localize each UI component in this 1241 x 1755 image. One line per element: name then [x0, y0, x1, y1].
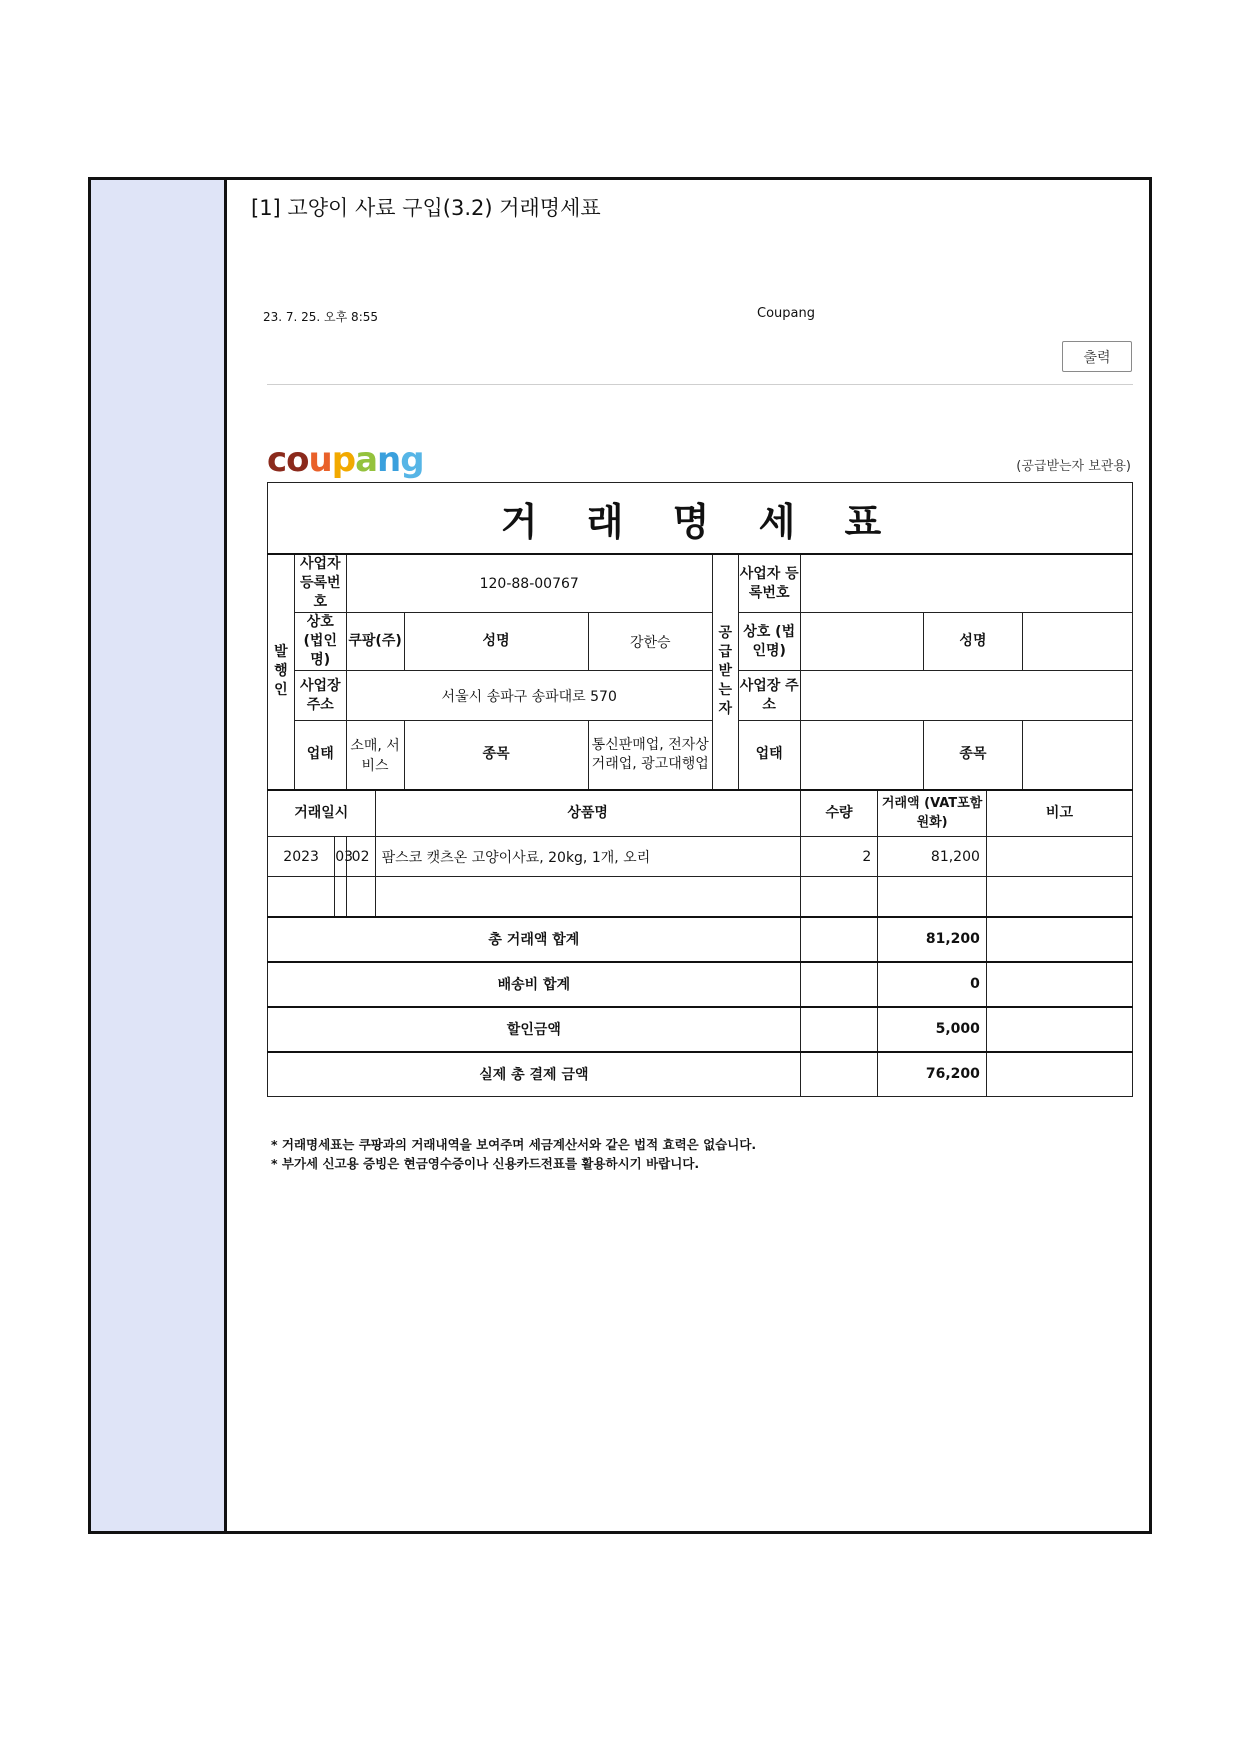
col-product: 상품명: [375, 790, 800, 837]
table-row-empty: [268, 877, 1133, 917]
issuer-reg-no-label: 사업자 등록번호: [294, 554, 346, 613]
summary-paid-value: 76,200: [878, 1052, 987, 1097]
receiver-biz-type-label: 업태: [738, 721, 800, 790]
receiver-biz-item-label: 종목: [923, 721, 1022, 790]
copy-label: (공급받는자 보관용): [1016, 459, 1131, 474]
coupang-logo: coupang: [267, 440, 424, 480]
summary-row: [268, 1007, 1133, 1052]
issuer-biz-type: 소매, 서비스: [346, 721, 404, 790]
issuer-label: 발행인: [268, 554, 295, 790]
receiver-address-label: 사업장 주소: [738, 671, 800, 721]
issuer-biz-item-label: 종목: [404, 721, 588, 790]
notes: [271, 1135, 756, 1173]
item-year: 2023: [268, 837, 335, 877]
issuer-name-label: 성명: [404, 613, 588, 671]
item-amount: 81,200: [878, 837, 987, 877]
receiver-name: [1023, 613, 1133, 671]
invoice-title: 거 래 명 세 표: [268, 483, 1133, 555]
issuer-company: 쿠팡(주): [346, 613, 404, 671]
receiver-reg-no-label: 사업자 등록번호: [738, 554, 800, 613]
site-name: Coupang: [757, 306, 815, 321]
issuer-company-label: 상호 (법인명): [294, 613, 346, 671]
receiver-reg-no: [800, 554, 1132, 613]
summary-discount-value: 5,000: [878, 1007, 987, 1052]
summary-row: [268, 962, 1133, 1007]
receiver-label: 공급받는자: [712, 554, 738, 790]
receiver-biz-item: [1023, 721, 1133, 790]
print-button[interactable]: 출력: [1062, 341, 1132, 372]
summary-discount-label: 할인금액: [268, 1007, 801, 1052]
issuer-address: 서울시 송파구 송파대로 570: [346, 671, 712, 721]
issuer-reg-no: 120-88-00767: [346, 554, 712, 613]
divider: [267, 384, 1133, 385]
item-month: 03: [335, 837, 346, 877]
item-product: 팜스코 캣츠온 고양이사료, 20kg, 1개, 오리: [375, 837, 800, 877]
item-day: 02: [346, 837, 375, 877]
receiver-address: [800, 671, 1132, 721]
invoice-table: [267, 482, 1133, 1097]
receiver-company: [800, 613, 923, 671]
summary-paid-label: 실제 총 결제 금액: [268, 1052, 801, 1097]
issuer-biz-type-label: 업태: [294, 721, 346, 790]
summary-row: [268, 917, 1133, 962]
receiver-biz-type: [800, 721, 923, 790]
summary-total-label: 총 거래액 합계: [268, 917, 801, 962]
note-line: * 부가세 신고용 증빙은 현금영수증이나 신용카드전표를 활용하시기 바랍니다.: [271, 1156, 700, 1171]
col-qty: 수량: [800, 790, 878, 837]
issuer-biz-item: 통신판매업, 전자상거래업, 광고대행업: [588, 721, 712, 790]
issuer-name: 강한승: [588, 613, 712, 671]
summary-shipping-label: 배송비 합계: [268, 962, 801, 1007]
col-note: 비고: [986, 790, 1132, 837]
print-datetime: 23. 7. 25. 오후 8:55: [263, 310, 379, 324]
document-title: [1] 고양이 사료 구입(3.2) 거래명세표: [251, 196, 601, 220]
col-amount: 거래액 (VAT포함 원화): [878, 790, 987, 837]
item-note: [986, 837, 1132, 877]
summary-shipping-value: 0: [878, 962, 987, 1007]
note-line: * 거래명세표는 쿠팡과의 거래내역을 보여주며 세금계산서와 같은 법적 효력은 없습니다.: [271, 1137, 757, 1152]
item-qty: 2: [800, 837, 878, 877]
receiver-company-label: 상호 (법인명): [738, 613, 800, 671]
document-frame: [88, 177, 1152, 1534]
col-date: 거래일시: [268, 790, 376, 837]
issuer-address-label: 사업장 주소: [294, 671, 346, 721]
receiver-name-label: 성명: [923, 613, 1022, 671]
summary-total-value: 81,200: [878, 917, 987, 962]
summary-row: [268, 1052, 1133, 1097]
table-row: [268, 837, 1133, 877]
side-column: [91, 180, 227, 1531]
